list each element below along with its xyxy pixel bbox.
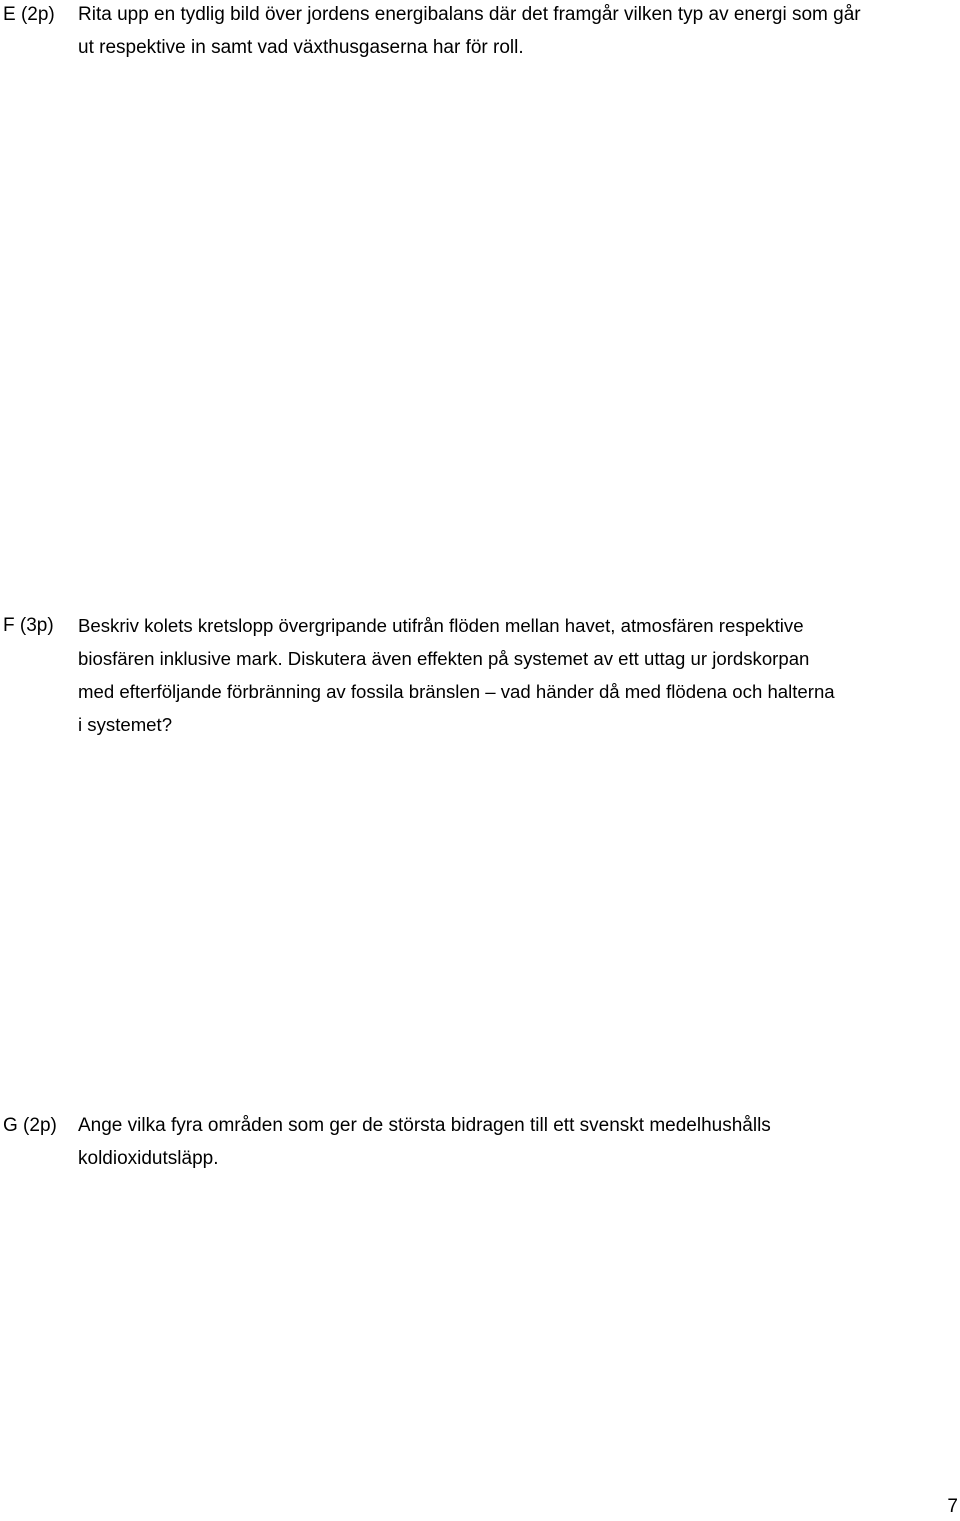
question-text-line: ut respektive in samt vad växthusgaserna har för roll. [78, 37, 524, 58]
question-text-line: Beskriv kolets kretslopp övergripande utifrån flöden mellan havet, atmosfären respektive [78, 615, 804, 636]
question-text-line: koldioxidutsläpp. [78, 1148, 219, 1169]
question-text [78, 609, 835, 741]
question-text-line: Rita upp en tydlig bild över jordens energibalans där det framgår vilken typ av energi som går [78, 4, 861, 25]
question-text-line: Ange vilka fyra områden som ger de största bidragen till ett svenskt medelhushålls [78, 1115, 771, 1136]
question-label: E (2p) [3, 4, 55, 25]
question-text-line: med efterföljande förbränning av fossila bränslen – vad händer då med flödena och halterna [78, 681, 835, 702]
question-text [78, 0, 861, 64]
question-label: F (3p) [3, 615, 54, 636]
question-text [78, 1109, 771, 1175]
page-number: 7 [947, 1496, 958, 1517]
question-label: G (2p) [3, 1115, 57, 1136]
question-text-line: i systemet? [78, 714, 173, 735]
question-text-line: biosfären inklusive mark. Diskutera även effekten på systemet av ett uttag ur jordskorpan [78, 648, 810, 669]
